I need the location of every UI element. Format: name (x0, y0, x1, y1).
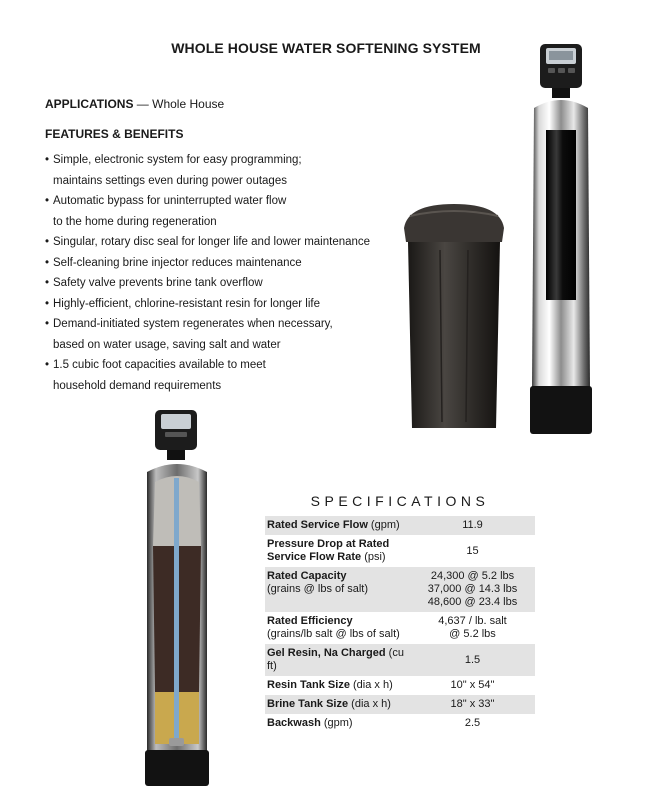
spec-value-line: 24,300 @ 5.2 lbs (430, 570, 515, 582)
spec-label-unit: (psi) (361, 551, 386, 563)
feature-text: • Demand-initiated system regenerates when necessary, (45, 314, 385, 335)
applications-line (45, 97, 224, 111)
spec-label (265, 714, 410, 733)
spec-label-bold: Brine Tank Size (267, 698, 349, 710)
softener-tank-image (528, 40, 594, 438)
spec-value (410, 676, 535, 695)
spec-value-line: 48,600 @ 23.4 lbs (427, 596, 518, 608)
spec-row (265, 535, 535, 567)
bullet-icon: • (45, 256, 50, 269)
specifications-heading: SPECIFICATIONS (310, 493, 490, 509)
spec-value (410, 535, 535, 567)
spec-label-unit: (grains/lb salt @ lbs of salt) (267, 628, 400, 640)
spec-value-line: 18" x 33" (450, 698, 495, 710)
brine-tank-image (400, 202, 508, 430)
spec-value-line: 10" x 54" (450, 679, 495, 691)
bullet-icon: • (45, 236, 50, 248)
feature-item (45, 232, 385, 253)
spec-value-line: 37,000 @ 14.3 lbs (427, 583, 518, 595)
feature-text: to the home during regeneration (53, 215, 217, 228)
spec-label-bold: Rated Efficiency (267, 615, 353, 627)
spec-row (265, 676, 535, 695)
cutaway-tank-image (143, 408, 211, 788)
spec-label (265, 567, 410, 612)
feature-text: • Simple, electronic system for easy programming; (45, 150, 385, 171)
spec-row (265, 516, 535, 535)
spec-label-unit: (gpm) (320, 717, 353, 729)
spec-value (410, 567, 535, 612)
feature-item (45, 355, 385, 396)
feature-text: • Automatic bypass for uninterrupted water flow (45, 191, 385, 212)
spec-label-bold: Pressure Drop at Rated Service Flow Rate (267, 538, 390, 563)
spec-value-line: @ 5.2 lbs (449, 628, 496, 640)
feature-item (45, 273, 385, 294)
bullet-icon: • (45, 195, 50, 207)
spec-value (410, 695, 535, 714)
feature-item (45, 253, 385, 274)
feature-text: • Self-cleaning brine injector reduces maintenance (45, 253, 385, 274)
spec-row (265, 714, 535, 733)
spec-label (265, 535, 410, 567)
spec-label (265, 676, 410, 695)
feature-text: • Highly-efficient, chlorine-resistant resin for longer life (45, 294, 385, 315)
spec-value-line: 2.5 (464, 717, 481, 729)
spec-label-unit: (grains @ lbs of salt) (267, 583, 369, 595)
spec-label-bold: Resin Tank Size (267, 679, 350, 691)
feature-text: maintains settings even during power outages (53, 174, 287, 187)
spec-value-line: 15 (466, 544, 479, 557)
applications-value: — Whole House (136, 97, 225, 111)
spec-value-line: 11.9 (462, 519, 483, 531)
bullet-icon: • (45, 277, 50, 289)
bullet-icon: • (45, 318, 50, 330)
spec-value (410, 612, 535, 644)
spec-row (265, 695, 535, 714)
feature-text: household demand requirements (53, 379, 222, 392)
spec-row (265, 567, 535, 612)
feature-item (45, 294, 385, 315)
feature-text: • Singular, rotary disc seal for longer life and lower maintenance (45, 232, 385, 253)
page-title: WHOLE HOUSE WATER SOFTENING SYSTEM (171, 40, 481, 56)
spec-label-unit: (dia x h) (348, 698, 391, 710)
bullet-icon: • (45, 359, 50, 371)
spec-value (410, 644, 535, 676)
applications-label: APPLICATIONS (45, 97, 134, 111)
bullet-icon: • (45, 297, 50, 310)
spec-label-bold: Backwash (267, 717, 321, 729)
spec-value (410, 714, 535, 733)
spec-label (265, 612, 410, 644)
spec-label-bold: Gel Resin, Na Charged (267, 647, 386, 659)
spec-label-unit: (dia x h) (349, 679, 393, 691)
spec-label-unit: (cu ft) (267, 647, 404, 672)
spec-row (265, 644, 535, 676)
specifications-table (265, 516, 535, 733)
bullet-icon: • (45, 154, 50, 166)
feature-text: based on water usage, saving salt and water (53, 338, 281, 351)
spec-label-bold: Rated Capacity (267, 570, 347, 582)
spec-label-bold: Rated Service Flow (267, 519, 368, 531)
feature-text: • 1.5 cubic foot capacities available to meet (45, 355, 385, 376)
spec-label-unit: (gpm) (367, 519, 400, 531)
spec-value-line: 4,637 / lb. salt (438, 615, 507, 627)
spec-value-line: 1.5 (464, 653, 481, 666)
spec-label (265, 516, 410, 535)
features-heading: FEATURES & BENEFITS (45, 127, 184, 141)
feature-item (45, 191, 385, 232)
spec-value (410, 516, 535, 535)
feature-item (45, 150, 385, 191)
spec-label (265, 644, 410, 676)
features-list (45, 150, 385, 396)
spec-row (265, 612, 535, 644)
feature-item (45, 314, 385, 355)
feature-text: • Safety valve prevents brine tank overflow (45, 273, 385, 294)
spec-label (265, 695, 410, 714)
